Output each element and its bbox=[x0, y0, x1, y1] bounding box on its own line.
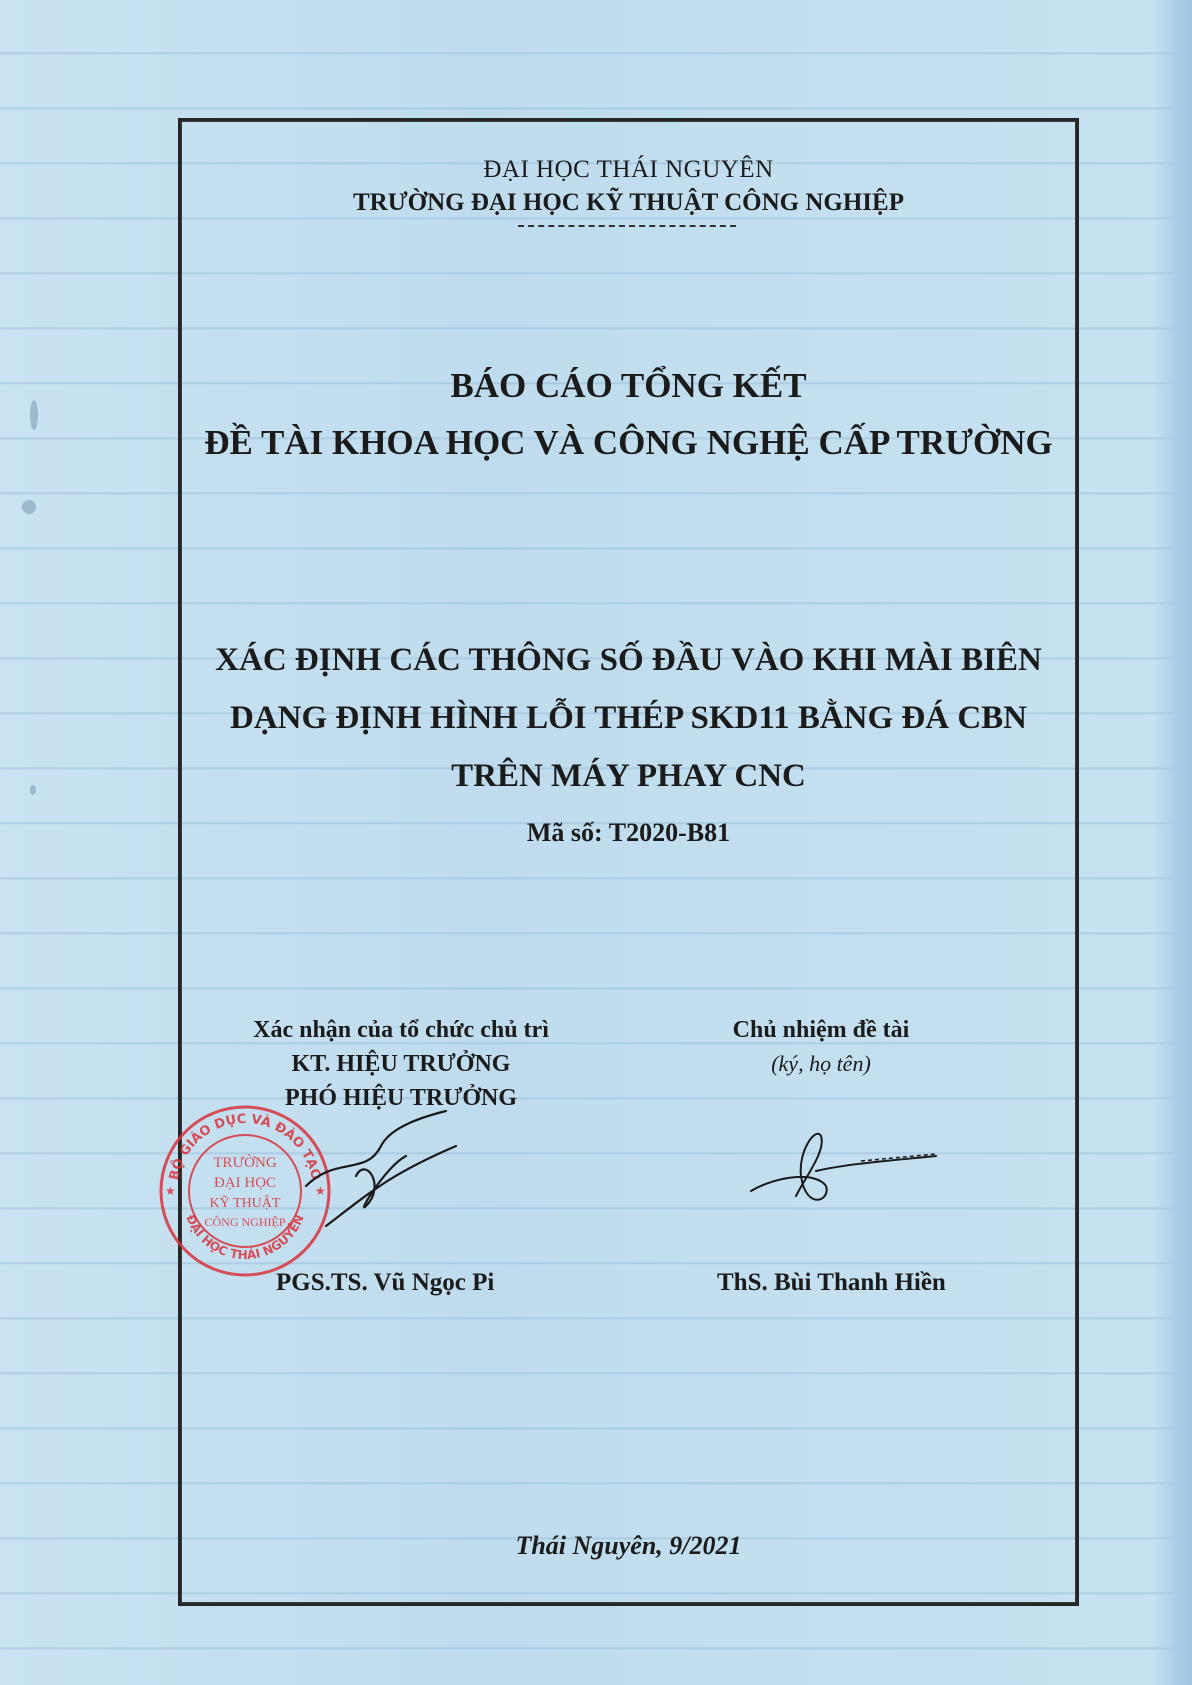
topic-line-3: TRÊN MÁY PHAY CNC bbox=[451, 758, 806, 794]
cover-frame bbox=[165, 118, 1079, 1606]
place-and-date: Thái Nguyên, 9/2021 bbox=[515, 1531, 742, 1560]
host-heading: Xác nhận của tổ chức chủ trì bbox=[253, 1017, 549, 1043]
topic-title bbox=[181, 631, 1076, 805]
svg-text:TRƯỜNG: TRƯỜNG bbox=[213, 1155, 277, 1171]
svg-text:KỸ THUẬT: KỸ THUẬT bbox=[209, 1196, 281, 1211]
scan-speck bbox=[22, 500, 36, 514]
investigator-signature bbox=[746, 1116, 946, 1216]
svg-text:BỘ GIÁO DỤC VÀ ĐÀO TẠO: BỘ GIÁO DỤC VÀ ĐÀO TẠO bbox=[166, 1111, 324, 1182]
svg-text:CÔNG NGHIỆP: CÔNG NGHIỆP bbox=[204, 1215, 286, 1229]
investigator-note: (ký, họ tên) bbox=[771, 1051, 871, 1076]
scan-speck bbox=[30, 785, 36, 795]
page-edge-shadow bbox=[1152, 0, 1192, 1685]
host-role-1: KT. HIỆU TRƯỞNG bbox=[291, 1051, 511, 1077]
vice-rector-name: PGS.TS. Vũ Ngọc Pi bbox=[276, 1269, 495, 1296]
scan-speck bbox=[30, 400, 38, 430]
investigator-name: ThS. Bùi Thanh Hiền bbox=[717, 1269, 946, 1296]
report-subtitle: ĐỀ TÀI KHOA HỌC VÀ CÔNG NGHỆ CẤP TRƯỜNG bbox=[204, 423, 1053, 462]
university-name: ĐẠI HỌC THÁI NGUYÊN bbox=[483, 156, 774, 183]
investigator-heading: Chủ nhiệm đề tài bbox=[732, 1017, 910, 1043]
vice-rector-signature bbox=[296, 1096, 496, 1246]
header-divider bbox=[518, 225, 736, 227]
topic-line-1: XÁC ĐỊNH CÁC THÔNG SỐ ĐẦU VÀO KHI MÀI BIÊN bbox=[215, 642, 1042, 678]
host-role-2: PHÓ HIỆU TRƯỞNG bbox=[284, 1085, 518, 1111]
report-title: BÁO CÁO TỔNG KẾT bbox=[450, 366, 807, 405]
school-name: TRƯỜNG ĐẠI HỌC KỸ THUẬT CÔNG NGHIỆP bbox=[353, 189, 904, 216]
svg-text:ĐẠI HỌC THÁI NGUYÊN: ĐẠI HỌC THÁI NGUYÊN bbox=[183, 1212, 307, 1263]
svg-text:★: ★ bbox=[315, 1184, 326, 1198]
svg-text:★: ★ bbox=[165, 1184, 176, 1198]
investigator-block bbox=[671, 1013, 971, 1081]
topic-line-2: DẠNG ĐỊNH HÌNH LỖI THÉP SKD11 BẰNG ĐÁ CBN bbox=[229, 700, 1027, 736]
project-code: Mã số: T2020-B81 bbox=[526, 818, 731, 847]
svg-text:ĐẠI HỌC: ĐẠI HỌC bbox=[213, 1175, 277, 1191]
